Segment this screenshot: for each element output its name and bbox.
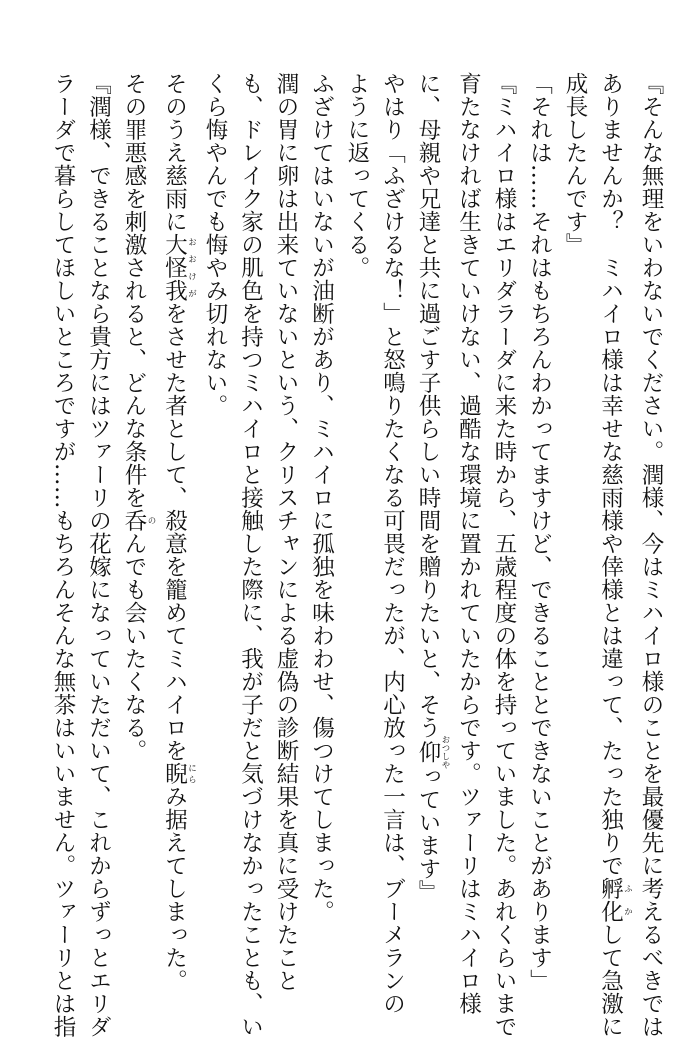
line-text: ふざけてはいないが油断があり、ミハイロに孤独を味わわせ、傷つけてしまった。 <box>308 72 335 923</box>
ruby-fuka <box>597 877 633 923</box>
line-text: 『そんな無理をいわないでください。潤様、今はミハイロ様のことを最優先に考えるべきでは <box>638 72 664 1038</box>
text-line-12 <box>232 72 268 1038</box>
line-text: ラーダで暮らしてほしいところですが……もちろんそんな無茶はいいません。ツァーリとは指 <box>50 72 76 1038</box>
line-text: 『ミハイロ様はエリダラーダに来た時から、五歳程度の体を持っていました。あれくらいまで <box>491 72 517 1038</box>
line-text: して急激に <box>597 923 624 1038</box>
line-text: に、母親や兄達と共に過ごす子供らしい時間を贈りたいと、そう <box>415 72 441 739</box>
ruby-base: 呑 <box>121 509 147 532</box>
ruby-reading: おおけが <box>186 233 197 302</box>
line-text: っています』 <box>415 765 441 903</box>
line-text: をさせた者として、殺意を籠めてミハイロを <box>161 302 188 762</box>
text-line-7 <box>410 72 451 987</box>
text-line-5 <box>486 72 522 1038</box>
ruby-ossha <box>415 735 450 769</box>
line-text: 成長したんです』 <box>562 72 588 256</box>
line-text: その罪悪感を刺激されると、どんな条件を <box>121 72 147 509</box>
text-line-6 <box>450 72 486 1015</box>
ruby-reading: の <box>146 509 156 532</box>
line-text: そのうえ慈雨に <box>161 72 188 233</box>
ruby-base: 大怪我 <box>161 233 188 302</box>
ruby-nira <box>161 762 197 785</box>
ruby-base: 睨 <box>161 762 188 785</box>
text-line-2 <box>592 72 633 1038</box>
ruby-base: 孵化 <box>597 877 624 923</box>
ruby-no <box>121 509 156 532</box>
line-text: 『潤様、できることなら貴方にはツァーリの花嫁になっていただいて、これからずっとエリダ <box>85 72 112 1038</box>
line-text: も、ドレイク家の肌色を持つミハイロと接触した際に、我が子だと気づけなかったことも、い <box>237 72 264 1038</box>
ruby-okega <box>161 233 197 302</box>
line-text: んでも会いたくなる。 <box>121 532 147 762</box>
text-line-10 <box>303 72 339 987</box>
line-text: くら悔やんでも悔やみ切れない。 <box>202 72 228 417</box>
text-line-3 <box>557 72 593 987</box>
text-line-4 <box>521 72 557 992</box>
ruby-reading: にら <box>186 762 197 785</box>
line-text: ように返ってくる。 <box>344 72 370 279</box>
ruby-reading: ふか <box>622 877 633 923</box>
line-text: 潤の胃に卵は出来ていないという、クリスチャンによる虚偽の診断結果を真に受けたこと <box>273 72 299 992</box>
text-line-13 <box>197 72 233 987</box>
ruby-reading: おつしや <box>440 735 450 769</box>
text-line-11 <box>268 72 304 992</box>
text-line-8 <box>374 72 410 1015</box>
line-text: やはり「ふざけるな！」と怒鳴りたくなる可畏だったが、内心放った一言は、ブーメランの <box>379 72 406 1015</box>
text-line-17 <box>45 72 81 1038</box>
line-text: み据えてしまった。 <box>161 785 188 992</box>
line-text: 「それは……それはもちろんわかってますけど、できることとできないことがあります」 <box>526 72 553 992</box>
text-line-16 <box>80 72 116 1038</box>
vertical-text-body <box>45 72 669 1038</box>
line-text: 育たなければ生きていけない、過酷な環境に置かれていたからです。ツァーリはミハイロ様 <box>455 72 482 1015</box>
line-text: ありませんか？ ミハイロ様は幸せな慈雨様や倖様とは違って、たった独りで <box>597 72 624 877</box>
ruby-base: 仰 <box>415 735 441 769</box>
text-line-15 <box>116 72 157 987</box>
text-line-1 <box>633 72 669 1038</box>
text-line-9 <box>339 72 375 987</box>
text-line-14 <box>156 72 197 992</box>
